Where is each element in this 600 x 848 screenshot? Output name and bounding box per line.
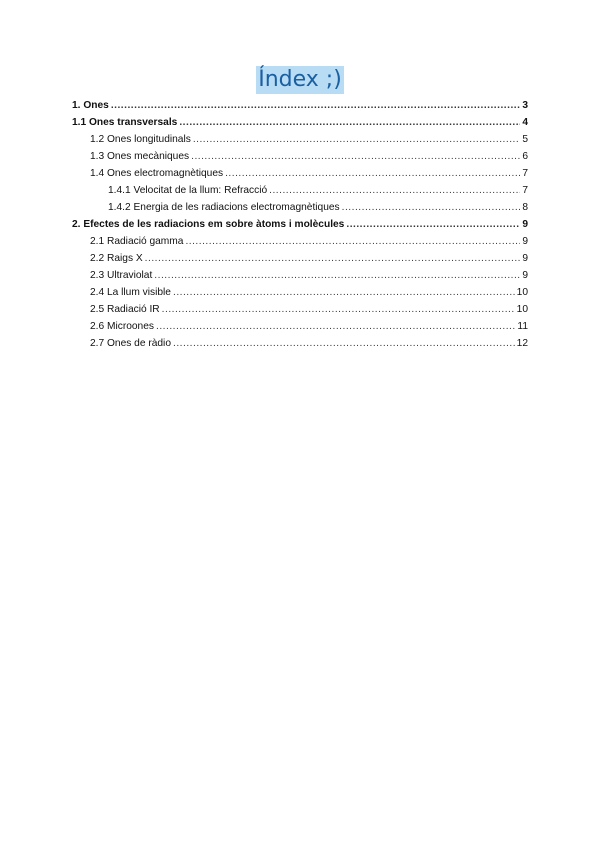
toc-entry-page: 9 (522, 270, 528, 281)
toc-entry-label: 1.4 Ones electromagnètiques (90, 168, 224, 179)
toc-entry-page: 3 (522, 100, 528, 111)
toc-entry[interactable] (72, 182, 528, 199)
toc-entry-label: 2.6 Microones (90, 321, 154, 332)
toc-entry[interactable] (72, 318, 528, 335)
title-container (0, 66, 600, 94)
toc-entry[interactable] (72, 233, 528, 250)
toc-entry-label: 2.1 Radiació gamma (90, 236, 184, 247)
dot-leader (342, 199, 521, 216)
toc-entry-page: 5 (522, 134, 528, 145)
dot-leader (154, 267, 520, 284)
toc-entry[interactable] (72, 148, 528, 165)
dot-leader (225, 165, 520, 182)
toc-entry-page: 9 (522, 219, 528, 230)
toc-entry-label: 1.1 Ones transversals (72, 117, 178, 128)
dot-leader (185, 233, 520, 250)
toc-entry-page: 4 (522, 117, 528, 128)
toc-entry[interactable] (72, 199, 528, 216)
dot-leader (269, 182, 520, 199)
dot-leader (156, 318, 515, 335)
toc-entry[interactable] (72, 267, 528, 284)
dot-leader (173, 284, 515, 301)
table-of-contents (72, 97, 528, 352)
toc-entry[interactable] (72, 97, 528, 114)
toc-entry[interactable] (72, 131, 528, 148)
toc-entry-page: 10 (516, 304, 528, 315)
toc-entry-label: 1.2 Ones longitudinals (90, 134, 191, 145)
toc-entry-label: 2.7 Ones de ràdio (90, 338, 171, 349)
toc-entry-page: 7 (522, 168, 528, 179)
toc-entry-label: 2.4 La llum visible (90, 287, 171, 298)
dot-leader (173, 335, 515, 352)
dot-leader (191, 148, 520, 165)
toc-entry-page: 6 (522, 151, 528, 162)
dot-leader (193, 131, 521, 148)
toc-entry-label: 2.2 Raigs X (90, 253, 143, 264)
dot-leader (179, 114, 520, 131)
dot-leader (162, 301, 515, 318)
toc-entry[interactable] (72, 114, 528, 131)
toc-entry-page: 10 (516, 287, 528, 298)
toc-entry-label: 2. Efectes de les radiacions em sobre àtoms i molècules (72, 219, 345, 230)
toc-entry-label: 1. Ones (72, 100, 109, 111)
dot-leader (346, 216, 520, 233)
page-title: Índex ;) (258, 67, 342, 92)
toc-entry[interactable] (72, 284, 528, 301)
toc-entry-label: 1.4.2 Energia de les radiacions electromagnètiques (108, 202, 340, 213)
toc-entry-page: 11 (517, 321, 528, 332)
dot-leader (145, 250, 521, 267)
toc-entry-page: 7 (522, 185, 528, 196)
toc-entry[interactable] (72, 335, 528, 352)
dot-leader (111, 97, 521, 114)
toc-entry-page: 12 (516, 338, 528, 349)
toc-entry[interactable] (72, 216, 528, 233)
toc-entry-page: 8 (522, 202, 528, 213)
toc-entry-label: 2.5 Radiació IR (90, 304, 160, 315)
toc-entry[interactable] (72, 250, 528, 267)
toc-entry-label: 1.4.1 Velocitat de la llum: Refracció (108, 185, 268, 196)
toc-entry-label: 1.3 Ones mecàniques (90, 151, 190, 162)
toc-entry-label: 2.3 Ultraviolat (90, 270, 153, 281)
toc-entry-page: 9 (522, 253, 528, 264)
toc-entry[interactable] (72, 165, 528, 182)
toc-entry[interactable] (72, 301, 528, 318)
toc-entry-page: 9 (522, 236, 528, 247)
